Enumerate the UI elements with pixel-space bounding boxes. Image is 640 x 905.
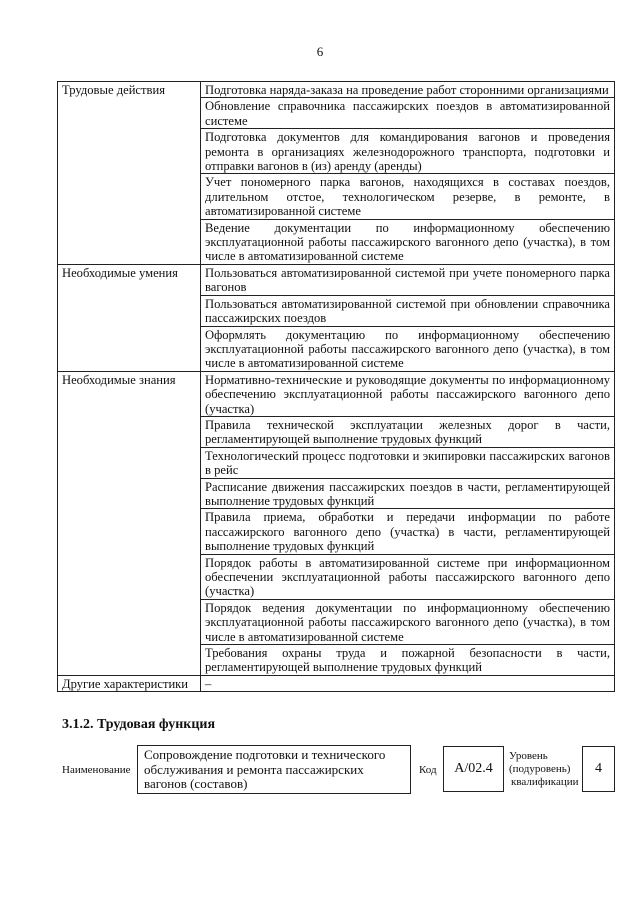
level-label-line1: Уровень [509,750,548,762]
table-cell-item: Правила приема, обработки и передачи информации по работе пассажирского вагонного депо (участка) в части, регламентирующей выполнение трудовых функций [201,509,615,554]
table-cell-item: Нормативно-технические и руководящие документы по информационному обеспечению эксплуатационной работы пассажирского вагонного депо (участка) [201,371,615,416]
table-cell-item: Пользоваться автоматизированной системой при учете пономерного парка вагонов [201,264,615,295]
name-label: Наименование [62,764,131,776]
table-cell-item: – [201,675,615,691]
code-label: Код [419,764,437,776]
table-row [58,371,615,416]
table-row [58,675,615,691]
table-row [58,82,615,98]
table-cell-item: Порядок работы в автоматизированной системе при информационном обеспечении эксплуатационной работы пассажирского вагонного депо (участка) [201,554,615,599]
table-cell-item: Технологический процесс подготовки и экипировки пассажирских вагонов в рейс [201,447,615,478]
table-cell-item: Правила технической эксплуатации железных дорог в части, регламентирующей выполнение трудовых функций [201,416,615,447]
level-value-box: 4 [582,746,615,792]
table-cell-item: Расписание движения пассажирских поездов в части, регламентирующей выполнение трудовых функций [201,478,615,509]
table-cell-item: Подготовка наряда-заказа на проведение работ сторонними организациями [201,82,615,98]
table-cell-item: Требования охраны труда и пожарной безопасности в части, регламентирующей выполнение трудовых функций [201,645,615,676]
section-heading: 3.1.2. Трудовая функция [62,717,216,732]
table-row [58,264,615,295]
function-name-box: Сопровождение подготовки и технического обслуживания и ремонта пассажирских вагонов (составов) [137,745,411,794]
section-label: Трудовые действия [58,82,201,265]
table-cell-item: Пользоваться автоматизированной системой при обновлении справочника пассажирских поездов [201,295,615,326]
code-value-box: А/02.4 [443,746,504,792]
table-cell-item: Оформлять документацию по информационному обеспечению эксплуатационной работы пассажирского вагонного депо (участка), в том числе в автоматизированной системе [201,326,615,371]
page-number: 6 [316,44,324,59]
section-label: Другие характеристики [58,675,201,691]
level-label-line2: (подуровень) [509,763,571,775]
table-cell-item: Ведение документации по информационному обеспечению эксплуатационной работы пассажирского вагонного депо (участка), в том числе в автоматизированной системе [201,219,615,264]
level-label [509,750,578,789]
table-cell-item: Порядок ведения документации по информационному обеспечению эксплуатационной работы пассажирского вагонного депо (участка), в том числе в автоматизированной системе [201,599,615,644]
table-cell-item: Обновление справочника пассажирских поездов в автоматизированной системе [201,98,615,129]
labor-function-table [57,81,615,692]
level-label-line3: квалификации [511,776,579,788]
section-label: Необходимые знания [58,371,201,675]
section-label: Необходимые умения [58,264,201,371]
table-cell-item: Подготовка документов для командирования вагонов и проведения ремонта в организациях железнодорожного транспорта, подготовки и отправки вагонов в (из) аренду (аренды) [201,129,615,174]
table-cell-item: Учет пономерного парка вагонов, находящихся в составах поездов, длительном отстое, технологическом резерве, в ремонте, в автоматизированной системе [201,174,615,219]
